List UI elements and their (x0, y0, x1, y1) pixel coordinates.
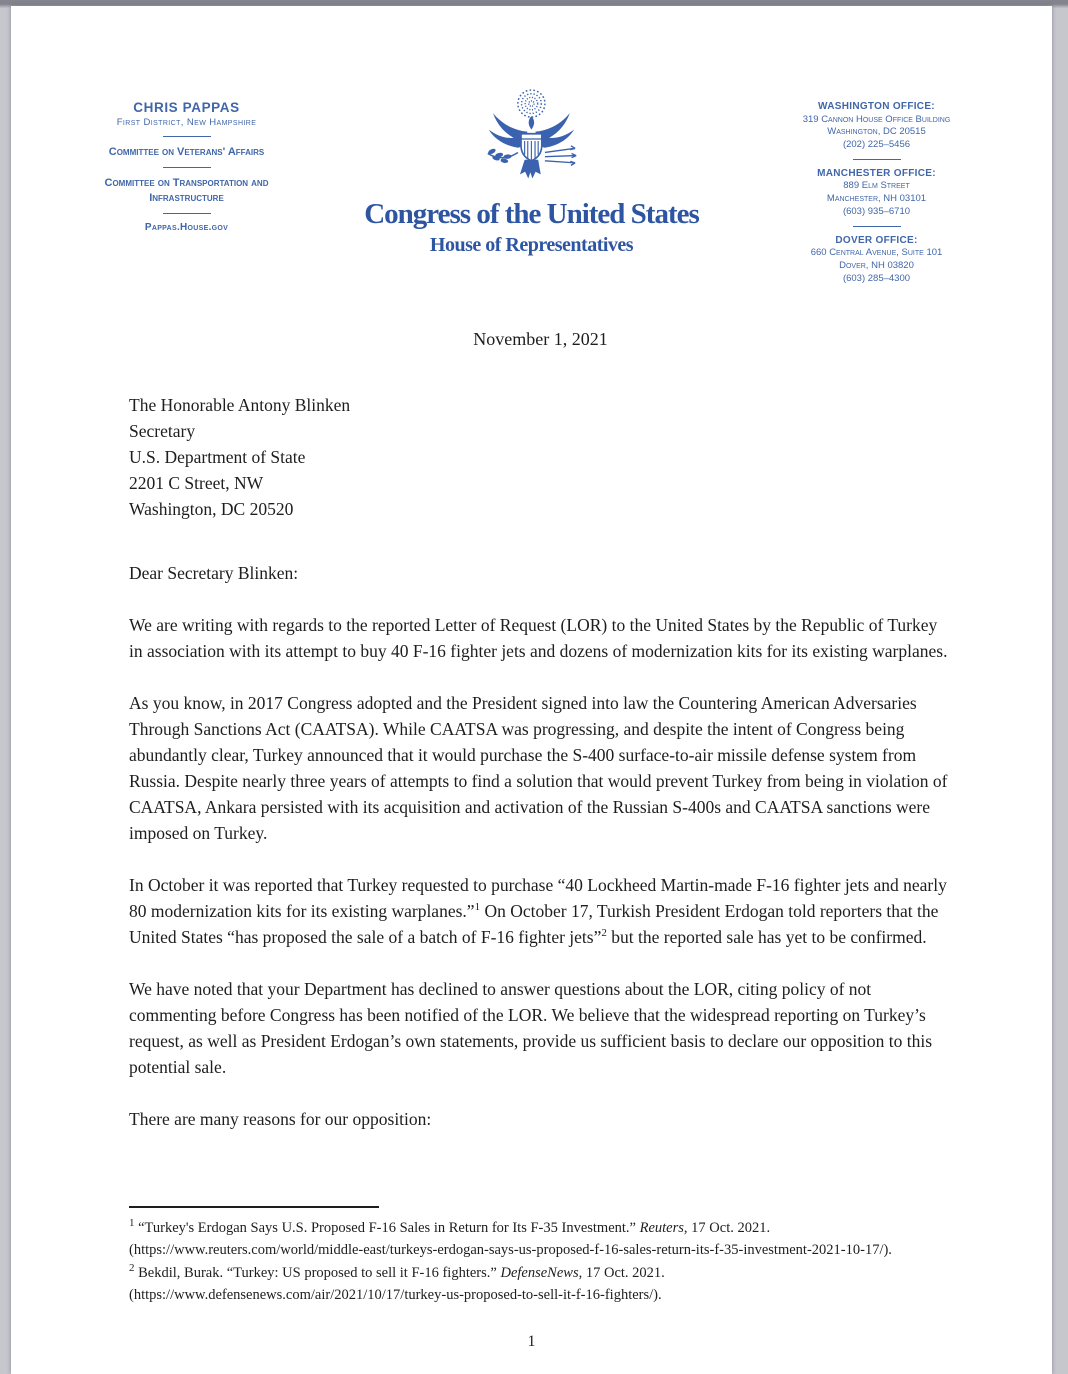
recipient-line: The Honorable Antony Blinken (129, 394, 351, 415)
recipient-line: U.S. Department of State (129, 446, 306, 467)
footnote-2-marker: 2 (129, 1261, 135, 1274)
paragraph-3-segment: but the reported sale has yet to be confirmed. (606, 926, 927, 947)
district-offices-block (729, 100, 1024, 286)
member-district: First District, New Hampshire (116, 117, 257, 128)
office-washington (729, 100, 1024, 160)
footnote-2-citation: , 17 Oct. 2021. (https://www.defensenews.com/air/2021/10/17/turkey-us-proposed-to-sell-it-f-16-fighters/). (129, 1264, 665, 1304)
divider (853, 226, 901, 227)
recipient-line: Secretary (129, 420, 196, 441)
divider (163, 213, 211, 214)
footnote-1-marker: 1 (129, 1216, 135, 1229)
member-name: CHRIS PAPPAS (133, 100, 240, 115)
congress-eagle-seal-icon (469, 88, 594, 192)
paragraph-3-segment: In October it was reported that Turkey requested to purchase “40 Lockheed Martin-made F-16 fighter jets and nearly 80 modernization kits for its existing warplanes.” (129, 874, 947, 921)
letter-page (11, 6, 1052, 1374)
office-line: Manchester, NH 03101 (826, 193, 927, 205)
office-line: Washington, DC 20515 (827, 126, 926, 138)
footnote-ref-1: 1 (474, 900, 481, 913)
divider (163, 136, 211, 137)
member-info-block (39, 100, 334, 233)
office-name: MANCHESTER OFFICE: (817, 167, 936, 179)
footnote-2 (129, 1262, 952, 1307)
committee-1: Committee on Veterans' Affairs (108, 146, 265, 158)
footnote-2-text: Bekdil, Burak. “Turkey: US proposed to sell it F-16 fighters.” (134, 1264, 501, 1281)
house-subtitle: House of Representatives (429, 234, 634, 256)
footnote-2-source: DefenseNews (500, 1264, 579, 1281)
salutation: Dear Secretary Blinken: (129, 562, 299, 583)
footnote-rule (129, 1206, 379, 1208)
office-line: 319 Cannon House Office Building (802, 113, 951, 125)
recipient-line: Washington, DC 20520 (129, 498, 294, 519)
office-line: 889 Elm Street (843, 180, 910, 192)
letterhead (11, 6, 1052, 286)
paragraph-3-segment: On October 17, Turkish President Erdogan told reporters that the United States “has proposed the sale of a batch of F-16 fighter jets” (129, 900, 939, 947)
office-manchester (729, 167, 1024, 227)
congress-masthead (334, 88, 729, 257)
footnote-1-text: “Turkey's Erdogan Says U.S. Proposed F-16 Sales in Return for Its F-35 Investment.” (134, 1219, 640, 1236)
office-dover (729, 234, 1024, 286)
letter-date: November 1, 2021 (473, 328, 608, 349)
congress-title: Congress of the United States (364, 198, 699, 230)
footnote-1-citation: , 17 Oct. 2021. (https://www.reuters.com/world/middle-east/turkeys-erdogan-says-us-proposed-f-16-sales-return-its-f-35-investment-2021-10-17/). (129, 1219, 892, 1259)
committee-2: Committee on Transportation and Infrastructure (104, 177, 269, 204)
office-name: DOVER OFFICE: (835, 234, 918, 246)
divider (853, 159, 901, 160)
office-name: WASHINGTON OFFICE: (818, 101, 935, 112)
footnote-ref-2: 2 (601, 926, 607, 939)
office-phone: (603) 935–6710 (842, 206, 911, 218)
office-phone: (202) 225–5456 (842, 139, 911, 151)
paragraph-2: As you know, in 2017 Congress adopted and the President signed into law the Countering American Adversaries Through Sanctions Act (CAATSA). While CAATSA was progressing, and despite the intent of Congress being abundantly clear, Turkey announced that it would purchase the S-400 surface-to-air missile defense system from Russia. Despite nearly three years of attempts to find a solution that would prevent Turkey from being in violation of CAATSA, Ankara persisted with its acquisition and activation of the Russian S-400s and CAATSA sanctions were imposed on Turkey. (129, 692, 948, 843)
paragraph-4: We have noted that your Department has declined to answer questions about the LOR, citing policy of not commenting before Congress has been notified of the LOR. We believe that the widespread reporting on Turkey’s request, as well as President Erdogan’s own statements, provide us sufficient basis to declare our opposition to this potential sale. (129, 978, 933, 1077)
office-line: 660 Central Avenue, Suite 101 (810, 247, 943, 259)
recipient-line: 2201 C Street, NW (129, 472, 264, 493)
divider (163, 167, 211, 168)
paragraph-5: There are many reasons for our opposition: (129, 1108, 432, 1129)
paragraph-3 (129, 872, 952, 950)
recipient-address-block (129, 392, 952, 522)
page-number: 1 (527, 1332, 536, 1350)
footnotes-section (129, 1206, 952, 1307)
footnote-1 (129, 1217, 952, 1262)
footnote-1-source: Reuters (639, 1219, 684, 1236)
letter-body (11, 326, 1052, 1132)
office-phone: (603) 285–4300 (842, 273, 911, 284)
paragraph-1: We are writing with regards to the reported Letter of Request (LOR) to the United States by the Republic of Turkey in association with its attempt to buy 40 F-16 fighter jets and dozens of modernization kits for its existing warplanes. (129, 614, 948, 661)
office-line: Dover, NH 03820 (839, 260, 914, 272)
member-website: Pappas.House.gov (144, 221, 229, 233)
